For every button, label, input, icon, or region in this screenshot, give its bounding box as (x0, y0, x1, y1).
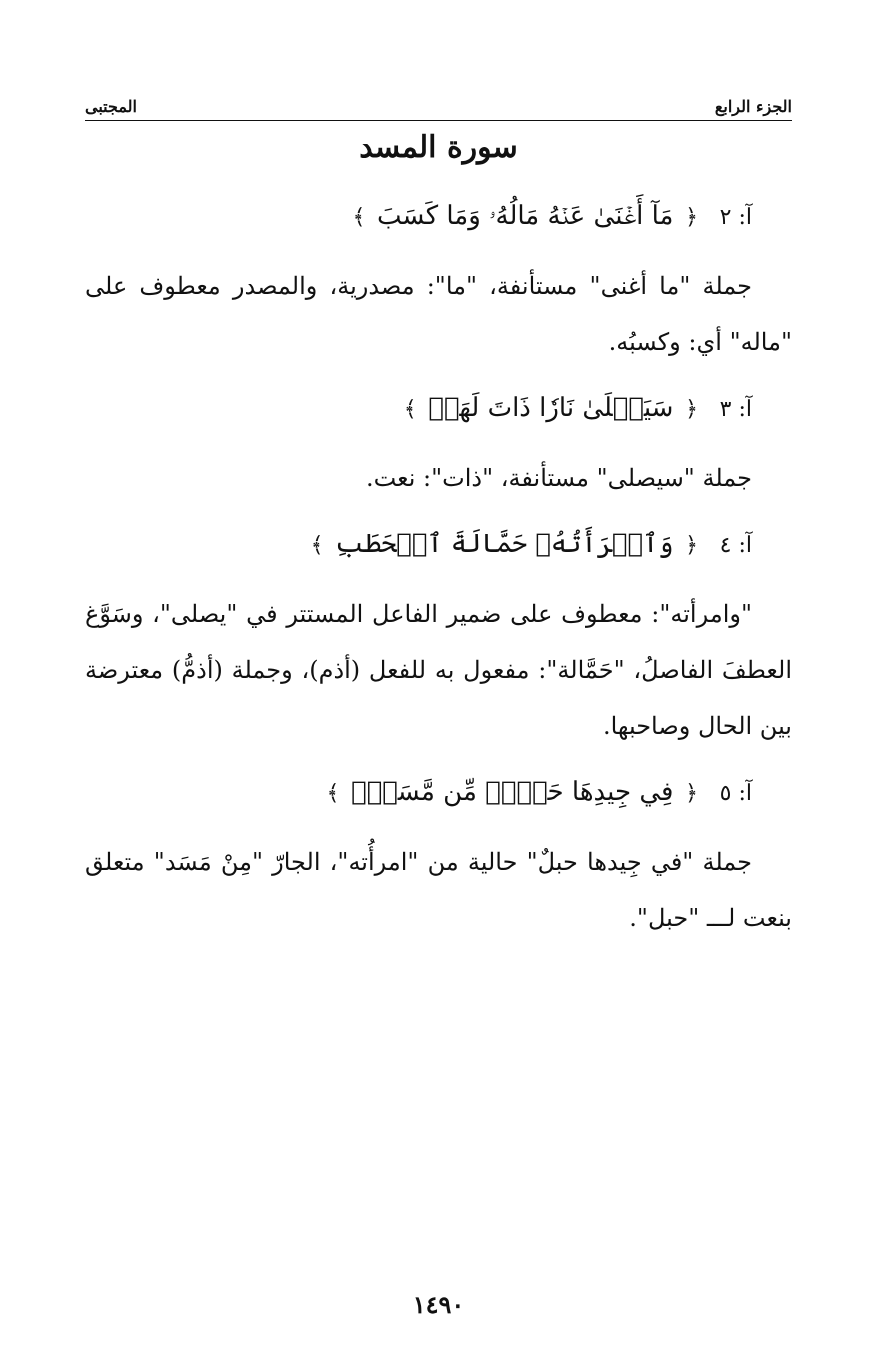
page-number: ١٤٩٠ (412, 1290, 465, 1319)
quran-verse-text: فِي جِيدِهَا حَبۡلٞ مِّن مَّسَدِۭ (350, 777, 674, 807)
grammatical-commentary: جملة "سيصلى" مستأنفة، "ذات": نعت. (365, 464, 752, 492)
ornate-bracket-open-icon: ﴿ (685, 397, 698, 422)
grammatical-commentary: جملة "في جِيدها حبلٌ" حالية من "امرأُته"، الجارّ "مِنْ مَسَد" متعلق بنعت لـــ "حبل". (85, 848, 792, 932)
header-book-title: المجتبى (85, 97, 137, 116)
verse-reference: آ: ٢ (719, 205, 752, 230)
grammatical-commentary: "وامرأته": معطوف على ضمير الفاعل المستتر في "يصلى"، وسَوَّغ العطفَ الفاصلُ، "حَمَّالة": مفعول به للفعل (أذم)، وجملة (أذمُّ) معترضة بين الحال وصاحبها. (85, 600, 792, 740)
header-part-label: الجزء الرابع (714, 97, 792, 116)
ornate-bracket-close-icon: ﴾ (403, 397, 417, 422)
ornate-bracket-open-icon: ﴿ (685, 781, 698, 806)
verse-reference: آ: ٥ (719, 781, 752, 806)
ornate-bracket-open-icon: ﴿ (685, 205, 698, 230)
running-header (85, 88, 792, 121)
ornate-bracket-open-icon: ﴿ (685, 533, 698, 558)
ornate-bracket-close-icon: ﴾ (310, 533, 324, 558)
verse-line (85, 764, 792, 820)
verse-line (85, 516, 792, 572)
verse-line (85, 380, 792, 436)
quran-verse-text: سَيَصۡلَىٰ نَارٗا ذَاتَ لَهَبٖ (428, 393, 674, 423)
ornate-bracket-close-icon: ﴾ (352, 205, 366, 230)
grammatical-commentary: جملة "ما أغنى" مستأنفة، "ما": مصدرية، والمصدر معطوف على "ماله" أي: وكسبُه. (85, 272, 792, 356)
quran-verse-text: مَآ أَغۡنَىٰ عَنۡهُ مَالُهُۥ وَمَا كَسَبَ (376, 201, 674, 231)
verse-reference: آ: ٣ (719, 397, 752, 422)
surah-title: سورة المسد (359, 130, 518, 165)
verse-reference: آ: ٤ (719, 533, 752, 558)
verse-line (85, 188, 792, 244)
ornate-bracket-close-icon: ﴾ (326, 781, 340, 806)
commentary-body (85, 188, 792, 956)
quran-verse-text: وَٱمۡرَأَتُهُۥ حَمَّالَةَ ٱلۡحَطَبِ (335, 529, 674, 559)
